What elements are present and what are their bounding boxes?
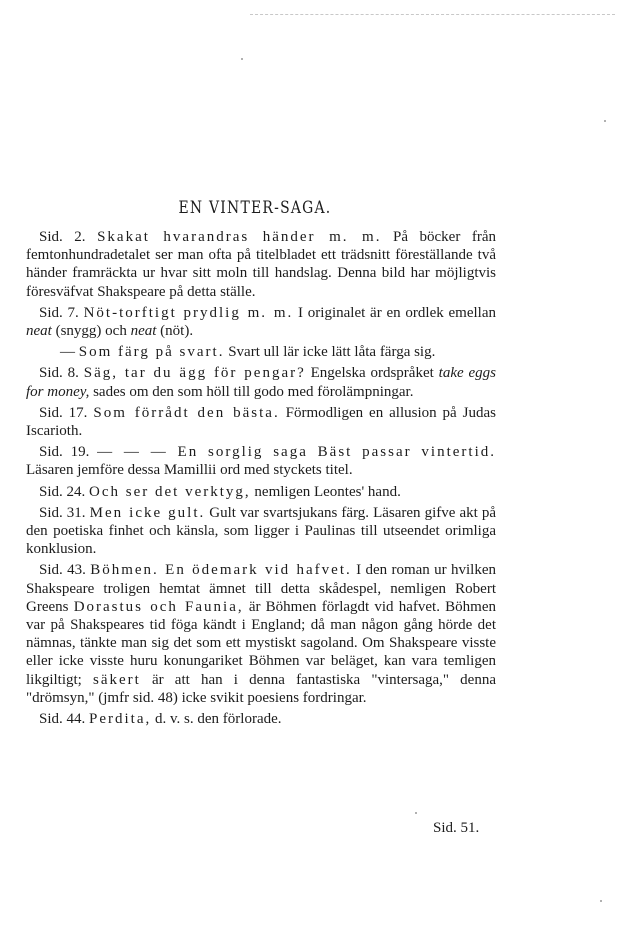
note-ref: Sid. 7.: [39, 304, 84, 321]
note-sid-8: [26, 364, 496, 400]
note-sid-2: [26, 228, 496, 301]
page-title: EN VINTER-SAGA.: [178, 198, 332, 218]
note-quote: Som färg på svart.: [78, 344, 225, 361]
note-spaced: Dorastus och Faunia,: [73, 598, 244, 615]
note-sid-44: [26, 710, 496, 728]
note-quote: Perdita,: [89, 711, 152, 728]
note-italic: take eggs for money,: [26, 365, 496, 400]
note-ref: Sid. 2.: [39, 229, 98, 245]
note-sid-7-cont: [26, 343, 496, 361]
page-edge-line: [250, 14, 615, 15]
note-ref: Sid. 43.: [39, 562, 91, 579]
note-sid-7: [26, 304, 496, 340]
note-sid-19: [26, 443, 496, 479]
note-quote: Nöt-torftigt prydlig m. m.: [83, 304, 294, 321]
paper-speck: [415, 812, 417, 814]
note-italic: neat: [26, 323, 52, 340]
notes-body: [26, 228, 496, 728]
note-text: är att han i denna fantastiska "vintersaga," denna "drömsyn," (jmfr sid. 48) icke svikit poesiens fordringar.: [26, 671, 496, 706]
note-text: Läsaren jemföre dessa Mamillii ord med styckets titel.: [26, 462, 353, 479]
note-ref: Sid. 19.: [39, 444, 98, 461]
note-spaced: säkert: [93, 671, 141, 688]
note-italic: neat: [130, 323, 157, 340]
note-text: (snygg) och: [51, 323, 131, 340]
paper-speck: [241, 58, 243, 60]
note-text: (nöt).: [156, 323, 194, 340]
note-quote: Som förrådt den bästa.: [93, 404, 280, 421]
note-quote: Böhmen. En ödemark vid hafvet.: [90, 562, 352, 579]
note-text: d. v. s. den förlorade.: [151, 711, 282, 728]
paper-speck: [604, 120, 606, 122]
note-text: I den roman ur hvilken Shakspeare troligen hemtat ämnet till detta skådespel, nemligen Robert Greens: [26, 562, 496, 615]
note-ref: Sid. 24.: [39, 483, 90, 500]
note-quote: Skakat hvarandras händer m. m.: [97, 229, 382, 245]
note-text: sades om den som höll till godo med förolämpningar.: [89, 383, 414, 400]
note-sid-31: [26, 504, 496, 559]
note-ref: Sid. 44.: [39, 711, 90, 728]
note-ref: —: [60, 344, 79, 361]
note-sid-24: [26, 483, 496, 501]
note-text: är Böhmen förlagdt vid hafvet. Böhmen var på Shakspeares tid föga kändt i England; då man någon gång hörde det nämnas, tänkte man sig det som ett mystiskt sagoland. Om Shakspeare visste eller icke visste huru konungariket Böhmen var beläget, kan vara temligen likgiltigt;: [26, 598, 496, 688]
note-text: Gult var svartsjukans färg. Läsaren gifve akt på den poetiska finhet och känsla, som ligger i Paulinas till utseendet orimliga konklusion.: [26, 504, 496, 558]
paper-speck: [600, 900, 602, 902]
note-sid-17: [26, 404, 496, 440]
note-text: nemligen Leontes' hand.: [250, 483, 401, 500]
note-ref: Sid. 31.: [39, 504, 90, 521]
note-ref: Sid. 17.: [39, 404, 94, 421]
note-text: På böcker från femtonhundradetalet ser man ofta på titelbladet ett trädsnitt föreställande två händer framräckta ur hvar sitt moln till handslag. Denna bild har möjligtvis föresväfvat Shakspeare på detta ställe.: [26, 229, 496, 300]
note-quote: — — — En sorglig saga Bäst passar vintertid.: [97, 444, 496, 461]
page-footer-catchword: Sid. 51.: [433, 820, 480, 836]
note-text: Förmodligen en allusion på Judas Iscarioth.: [26, 404, 496, 440]
note-text: I originalet är en ordlek emellan: [293, 304, 496, 321]
note-sid-43: [26, 561, 496, 707]
note-text: Engelska ordspråket: [305, 365, 439, 382]
note-quote: Men icke gult.: [89, 504, 206, 521]
note-text: Svart ull lär icke lätt låta färga sig.: [224, 344, 436, 361]
note-ref: Sid. 8.: [39, 365, 84, 382]
note-quote: Och ser det verktyg,: [89, 483, 251, 500]
note-quote: Säg, tar du ägg för pengar?: [83, 365, 306, 382]
